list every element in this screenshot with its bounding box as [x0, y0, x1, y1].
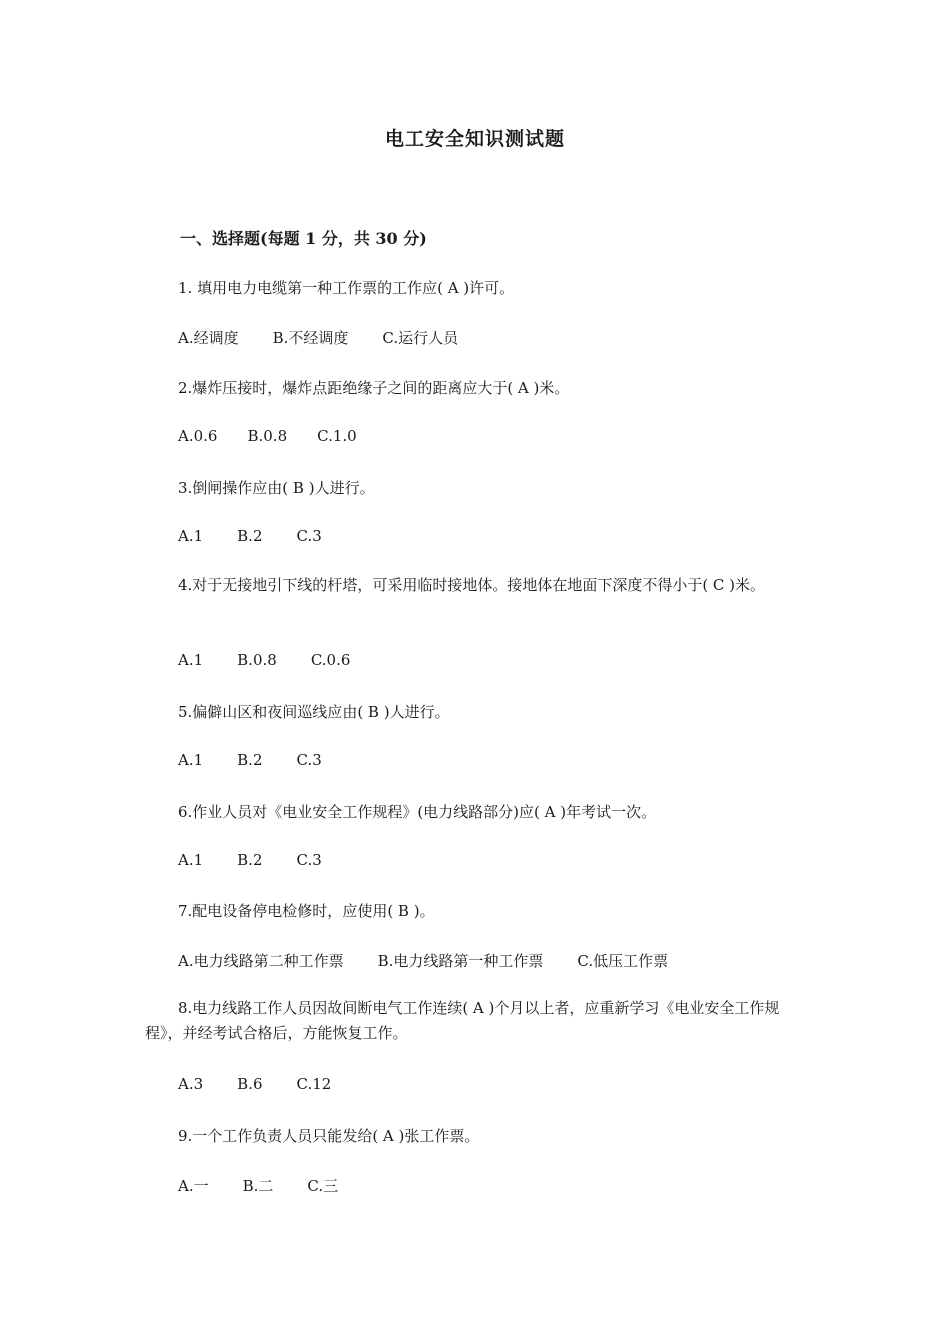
option-c: C.3 [296, 851, 322, 869]
options-6 [178, 851, 322, 869]
option-b: B.6 [237, 1075, 263, 1093]
options-3 [178, 527, 322, 545]
option-b: B.2 [237, 851, 263, 869]
option-a: A.一 [178, 1177, 209, 1195]
option-c: C.0.6 [310, 651, 351, 669]
question-4: 4.对于无接地引下线的杆塔，可采用临时接地体。接地体在地面下深度不得小于( C )米。 [178, 576, 766, 594]
option-a: A.3 [178, 1075, 204, 1093]
option-c: C.3 [296, 527, 322, 545]
option-a: A.经调度 [178, 329, 239, 347]
page-title: 电工安全知识测试题 [384, 128, 565, 150]
options-1 [178, 327, 458, 348]
option-a: A.1 [178, 851, 204, 869]
option-a: A.0.6 [178, 427, 218, 445]
options-5 [178, 751, 322, 769]
option-b: B.2 [237, 751, 263, 769]
option-a: A.电力线路第二种工作票 [178, 952, 344, 970]
option-b: B.0.8 [247, 427, 288, 445]
question-1: 1. 填用电力电缆第一种工作票的工作应( A )许可。 [178, 279, 515, 297]
question-6: 6.作业人员对《电业安全工作规程》(电力线路部分)应( A )年考试一次。 [178, 803, 657, 821]
options-4 [178, 651, 350, 669]
option-c: C.12 [296, 1075, 332, 1093]
options-8 [178, 1075, 331, 1093]
question-9: 9.一个工作负责人员只能发给( A )张工作票。 [178, 1127, 480, 1145]
option-a: A.1 [178, 651, 204, 669]
option-b: B.电力线路第一种工作票 [377, 952, 544, 970]
option-c: C.低压工作票 [577, 952, 669, 970]
option-c: C.三 [307, 1177, 339, 1195]
section-heading: 一、选择题(每题 1 分，共 30 分) [180, 229, 427, 248]
options-2 [178, 427, 357, 445]
options-7 [178, 950, 668, 971]
question-3: 3.倒闸操作应由( B )人进行。 [178, 479, 375, 497]
question-8: 8.电力线路工作人员因故间断电气工作连续( A )个月以上者，应重新学习《电业安全工作规程》，并经考试合格后，方能恢复工作。 [145, 999, 780, 1042]
question-5: 5.偏僻山区和夜间巡线应由( B )人进行。 [178, 703, 450, 721]
option-b: B.2 [237, 527, 263, 545]
question-2: 2.爆炸压接时，爆炸点距绝缘子之间的距离应大于( A )米。 [178, 379, 570, 397]
option-b: B.不经调度 [272, 329, 349, 347]
option-a: A.1 [178, 751, 204, 769]
option-b: B.0.8 [237, 651, 277, 669]
option-c: C.运行人员 [382, 329, 459, 347]
options-9 [178, 1175, 338, 1196]
option-a: A.1 [178, 527, 204, 545]
option-b: B.二 [242, 1177, 274, 1195]
option-c: C.3 [296, 751, 322, 769]
option-c: C.1.0 [317, 427, 357, 445]
question-7: 7.配电设备停电检修时，应使用( B )。 [178, 902, 435, 920]
